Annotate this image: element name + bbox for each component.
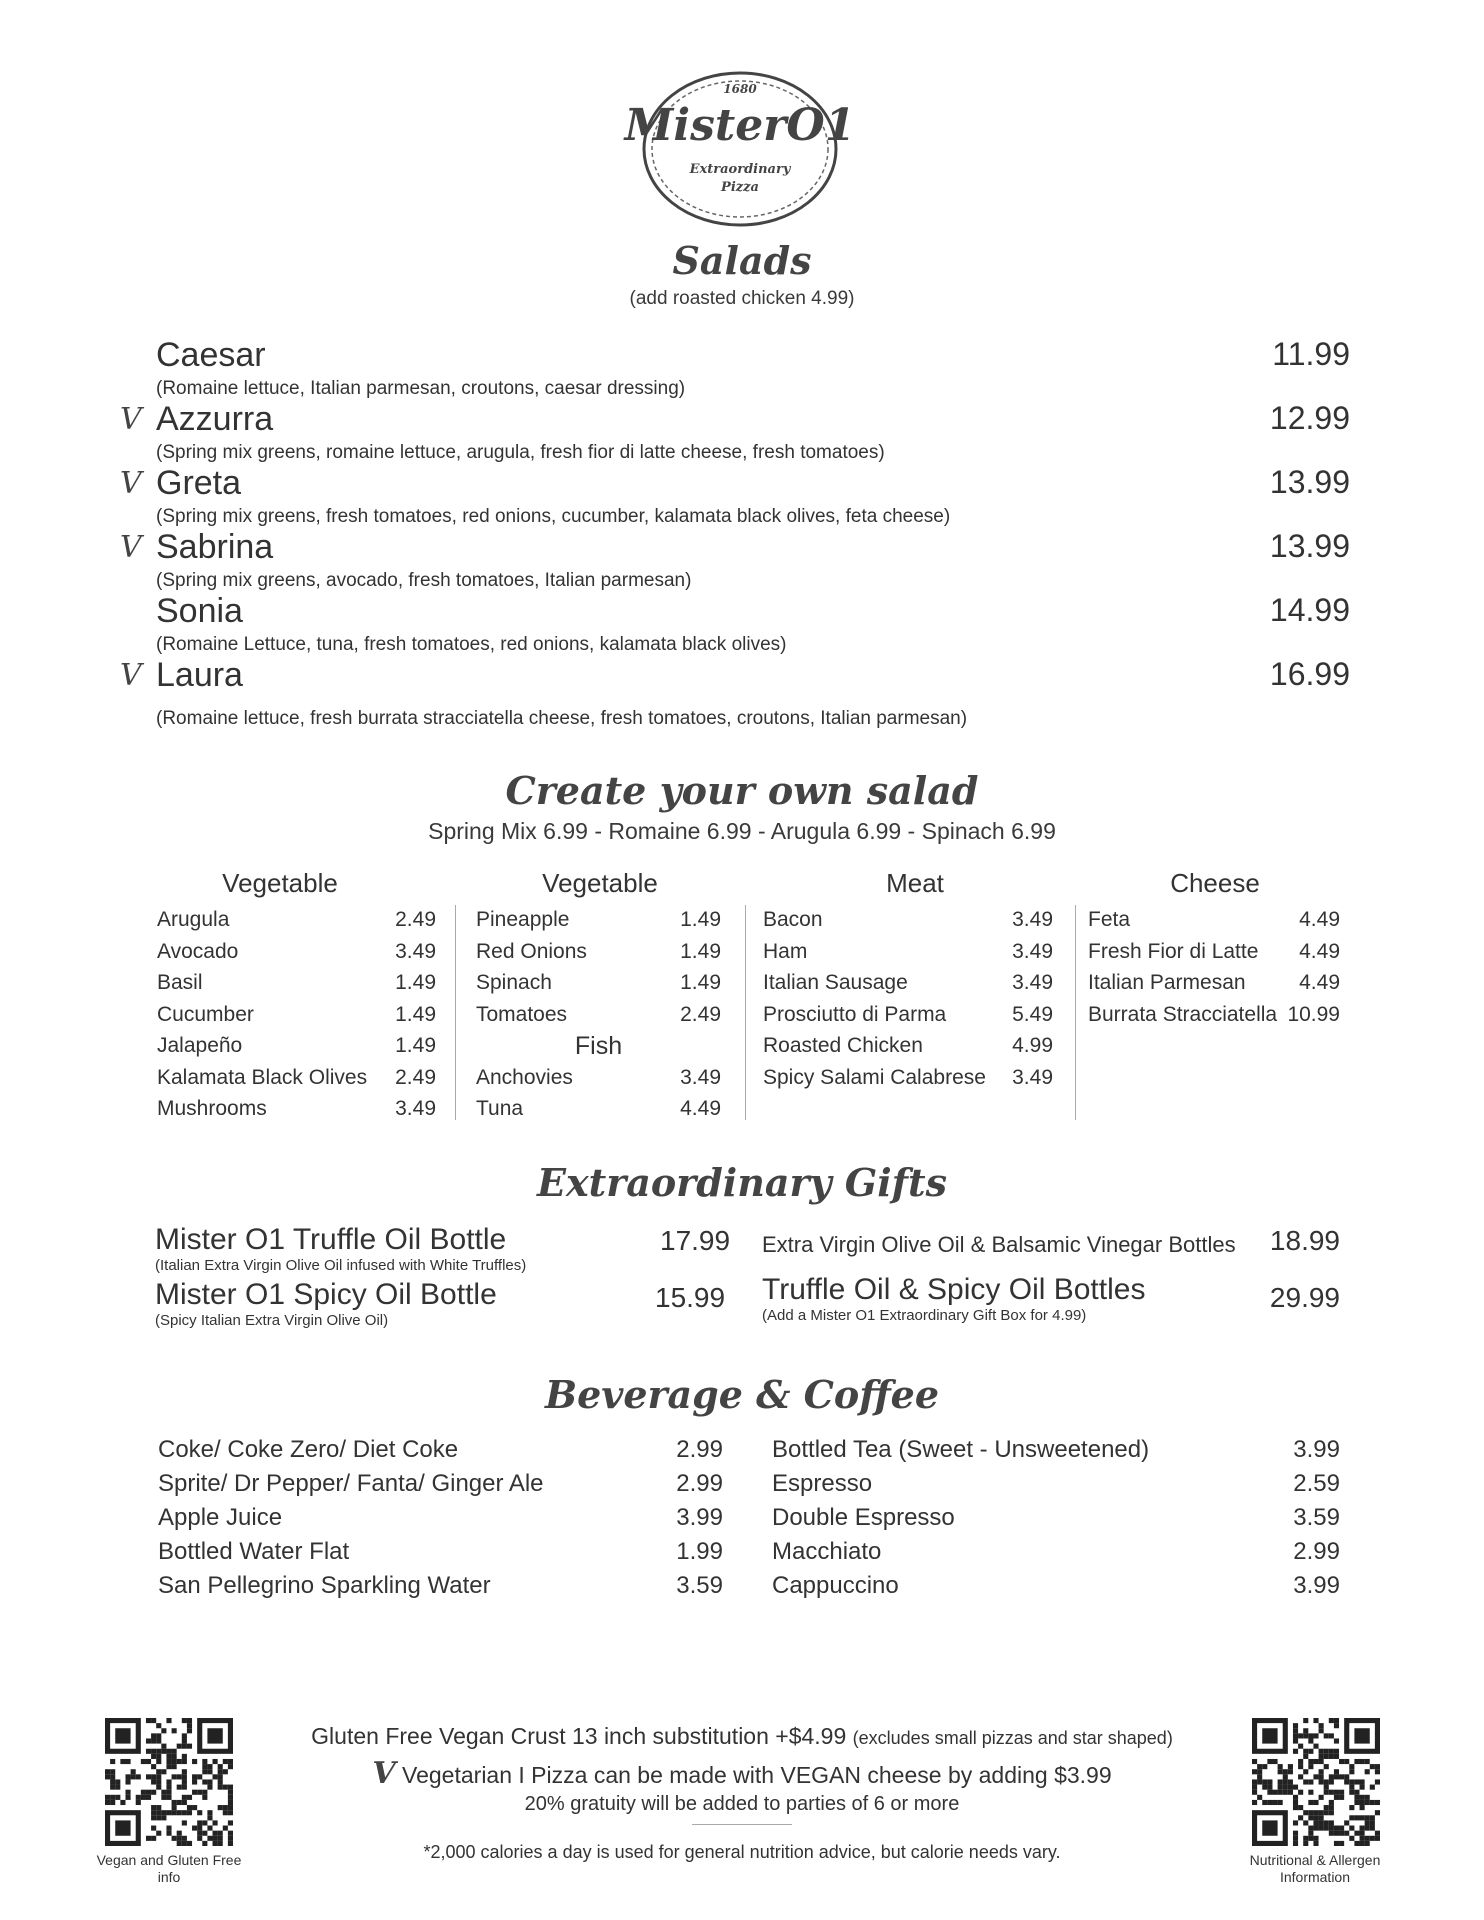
- topping-row: [763, 1066, 1053, 1090]
- cyo-col2-heading: Vegetable: [542, 868, 658, 898]
- topping-row: [157, 908, 436, 932]
- gift-price: 18.99: [1269, 1225, 1340, 1256]
- topping-price: 4.49: [1299, 939, 1340, 963]
- topping-name: Tomatoes: [476, 1002, 568, 1026]
- topping-price: 2.49: [395, 908, 436, 931]
- topping-row: [157, 1003, 436, 1027]
- topping-row: [763, 971, 1053, 995]
- vegetarian-icon: V: [120, 530, 142, 565]
- cyo-bases: Spring Mix 6.99 - Romaine 6.99 - Arugula 6.99 - Spinach 6.99: [428, 818, 1056, 844]
- topping-price: 3.49: [1012, 939, 1053, 963]
- topping-name: Burrata Stracciatella: [1088, 1002, 1278, 1026]
- topping-name: Basil: [157, 971, 203, 994]
- topping-name: Anchovies: [476, 1065, 573, 1089]
- salad-description: (Spring mix greens, fresh tomatoes, red onions, cucumber, kalamata black olives, feta cheese): [156, 506, 951, 527]
- beverage-price: 3.99: [676, 1504, 723, 1531]
- beverage-row: [772, 1538, 1340, 1566]
- topping-name: Avocado: [157, 939, 239, 963]
- topping-name: Italian Sausage: [763, 971, 908, 994]
- salad-price: 12.99: [1269, 400, 1350, 436]
- topping-price: 4.49: [680, 1097, 721, 1120]
- gift-name: Mister O1 Truffle Oil Bottle: [155, 1223, 507, 1256]
- topping-name: Fresh Fior di Latte: [1088, 939, 1259, 963]
- gift-name: Extra Virgin Olive Oil & Balsamic Vinegar Bottles: [762, 1232, 1236, 1257]
- topping-name: Mushrooms: [157, 1097, 267, 1120]
- topping-name: Roasted Chicken: [763, 1034, 923, 1057]
- salad-name: Azzurra: [156, 400, 274, 438]
- gift-price: 17.99: [660, 1225, 731, 1256]
- beverage-name: San Pellegrino Sparkling Water: [158, 1572, 491, 1599]
- qr-left-label: Vegan and Gluten Free info: [96, 1852, 242, 1885]
- vegetarian-icon: V: [372, 1756, 396, 1791]
- beverage-name: Sprite/ Dr Pepper/ Fanta/ Ginger Ale: [158, 1470, 544, 1497]
- beverage-price: 2.99: [676, 1436, 723, 1463]
- beverage-price: 2.99: [1293, 1538, 1340, 1565]
- gift-description: (Add a Mister O1 Extraordinary Gift Box for 4.99): [762, 1307, 1087, 1324]
- gift-item: [155, 1278, 497, 1329]
- beverage-row: [158, 1572, 723, 1600]
- topping-name: Spinach: [476, 971, 552, 994]
- beverage-price: 3.59: [1293, 1504, 1340, 1531]
- topping-price: 3.49: [680, 1065, 721, 1089]
- gift-item: [762, 1273, 1145, 1324]
- vegetarian-icon: V: [120, 658, 142, 693]
- topping-price: 2.49: [395, 1065, 436, 1089]
- gift-price: 15.99: [655, 1282, 726, 1313]
- logo-name: MisterO1: [624, 100, 856, 151]
- cyo-col1-heading: Vegetable: [222, 868, 338, 898]
- topping-price: 1.49: [395, 1002, 436, 1026]
- topping-price: 3.49: [1012, 971, 1053, 994]
- salad-description: (Romaine Lettuce, tuna, fresh tomatoes, red onions, kalamata black olives): [156, 634, 787, 655]
- topping-row: [476, 1097, 721, 1121]
- qr-right-label: Nutritional & Allergen Information: [1249, 1852, 1381, 1885]
- salad-price: 16.99: [1269, 656, 1350, 692]
- topping-price: 2.49: [680, 1002, 721, 1026]
- gift-name: Mister O1 Spicy Oil Bottle: [155, 1278, 497, 1311]
- beverage-row: [772, 1572, 1340, 1600]
- salad-name: Sabrina: [156, 528, 274, 566]
- logo-tagline-2: Pizza: [721, 180, 759, 195]
- topping-row: [763, 1003, 1053, 1027]
- beverage-row: [158, 1436, 723, 1464]
- gift-description: (Spicy Italian Extra Virgin Olive Oil): [155, 1312, 389, 1329]
- topping-row: [476, 940, 721, 964]
- cyo-col4-heading: Cheese: [1170, 868, 1260, 898]
- qr-code-icon[interactable]: [1252, 1718, 1380, 1846]
- salad-price: 13.99: [1269, 464, 1350, 500]
- qr-code-icon[interactable]: [105, 1718, 233, 1846]
- salad-description: (Spring mix greens, romaine lettuce, arugula, fresh fior di latte cheese, fresh tomatoes): [156, 442, 885, 463]
- topping-row: [1088, 908, 1340, 932]
- cyo-col3-heading: Meat: [886, 868, 944, 898]
- logo-text: [624, 70, 856, 228]
- salads-title: Salads: [672, 238, 812, 283]
- topping-name: Prosciutto di Parma: [763, 1002, 947, 1026]
- column-divider: [1075, 905, 1076, 1120]
- topping-row: [476, 1066, 721, 1090]
- beverage-name: Double Espresso: [772, 1504, 955, 1531]
- column-divider: [745, 905, 746, 1120]
- logo-year: 1680: [723, 82, 757, 96]
- gift-item: [762, 1232, 1236, 1258]
- beverage-name: Espresso: [772, 1470, 873, 1497]
- topping-row: [157, 940, 436, 964]
- topping-name: Kalamata Black Olives: [157, 1065, 368, 1089]
- beverage-name: Bottled Water Flat: [158, 1538, 350, 1565]
- topping-price: 4.99: [1012, 1034, 1053, 1057]
- gift-price: 29.99: [1269, 1282, 1340, 1313]
- beverage-row: [158, 1504, 723, 1532]
- gift-item: [155, 1223, 526, 1274]
- beverage-row: [772, 1470, 1340, 1498]
- gluten-free-note: (excludes small pizzas and star shaped): [852, 1728, 1173, 1748]
- topping-name: Spicy Salami Calabrese: [763, 1065, 986, 1089]
- topping-row: [1088, 1003, 1340, 1027]
- salad-item: [120, 656, 1350, 736]
- salads-note: (add roasted chicken 4.99): [629, 288, 855, 309]
- beverage-price: 3.99: [1293, 1572, 1340, 1599]
- salad-item: [120, 336, 1350, 400]
- salad-item: [120, 464, 1350, 528]
- footer-gratuity: 20% gratuity will be added to parties of 6 or more: [524, 1793, 960, 1815]
- gifts-title: Extraordinary Gifts: [537, 1160, 947, 1205]
- topping-name: Red Onions: [476, 939, 587, 963]
- topping-row: [763, 940, 1053, 964]
- topping-name: Feta: [1088, 908, 1131, 931]
- beverage-row: [772, 1436, 1340, 1464]
- topping-price: 5.49: [1012, 1002, 1053, 1026]
- topping-price: 3.49: [395, 1097, 436, 1120]
- beverage-name: Apple Juice: [158, 1504, 283, 1531]
- beverage-price: 2.99: [676, 1470, 723, 1497]
- vegetarian-icon: V: [120, 402, 142, 437]
- topping-price: 1.49: [395, 1034, 436, 1057]
- salad-item: [120, 400, 1350, 464]
- topping-price: 1.49: [680, 908, 721, 931]
- beverage-name: Bottled Tea (Sweet - Unsweetened): [772, 1436, 1150, 1463]
- vegetarian-icon: V: [120, 466, 142, 501]
- topping-row: [1088, 940, 1340, 964]
- topping-price: 3.49: [1012, 908, 1053, 931]
- topping-row: [157, 971, 436, 995]
- cyo-title: Create your own salad: [505, 768, 979, 813]
- beverage-name: Cappuccino: [772, 1572, 899, 1599]
- salad-description: (Romaine lettuce, Italian parmesan, croutons, caesar dressing): [156, 378, 686, 399]
- topping-row: [157, 1066, 436, 1090]
- topping-name: Jalapeño: [157, 1034, 243, 1057]
- beverage-price: 3.99: [1293, 1436, 1340, 1463]
- topping-name: Bacon: [763, 908, 823, 931]
- topping-row: [476, 1003, 721, 1027]
- topping-price: 1.49: [395, 971, 436, 994]
- topping-row: [763, 1034, 1053, 1058]
- beverage-name: Coke/ Coke Zero/ Diet Coke: [158, 1436, 459, 1463]
- beverage-price: 1.99: [676, 1538, 723, 1565]
- topping-name: Arugula: [157, 908, 230, 931]
- beverages-title: Beverage & Coffee: [544, 1372, 940, 1417]
- topping-name: Pineapple: [476, 908, 570, 931]
- beverage-row: [772, 1504, 1340, 1532]
- topping-row: [157, 1097, 436, 1121]
- divider: [692, 1824, 792, 1825]
- logo-tagline-1: Extraordinary: [689, 162, 791, 177]
- topping-row: [476, 971, 721, 995]
- topping-row: [476, 908, 721, 932]
- beverage-price: 2.59: [1293, 1470, 1340, 1497]
- topping-price: 4.49: [1299, 908, 1340, 931]
- gift-name: Truffle Oil & Spicy Oil Bottles: [762, 1273, 1146, 1306]
- topping-price: 3.49: [395, 939, 436, 963]
- salad-item: [120, 592, 1350, 656]
- gluten-free-text: Gluten Free Vegan Crust 13 inch substitution +$4.99: [311, 1723, 847, 1749]
- topping-name: Tuna: [476, 1097, 524, 1120]
- topping-price: 1.49: [680, 971, 721, 994]
- salad-name: Laura: [156, 656, 243, 694]
- salad-description: (Romaine lettuce, fresh burrata stracciatella cheese, fresh tomatoes, croutons, Italian parmesan): [156, 708, 968, 729]
- beverage-price: 3.59: [676, 1572, 723, 1599]
- salad-description: (Spring mix greens, avocado, fresh tomatoes, Italian parmesan): [156, 570, 692, 591]
- salad-price: 11.99: [1272, 336, 1350, 372]
- gift-description: (Italian Extra Virgin Olive Oil infused with White Truffles): [155, 1257, 527, 1274]
- salad-name: Caesar: [156, 336, 266, 374]
- topping-name: Ham: [763, 939, 808, 963]
- salad-item: [120, 528, 1350, 592]
- topping-price: 3.49: [1012, 1065, 1053, 1089]
- salad-name: Greta: [156, 464, 242, 502]
- topping-price: 10.99: [1287, 1002, 1340, 1026]
- beverage-name: Macchiato: [772, 1538, 882, 1565]
- salad-name: Sonia: [156, 592, 243, 630]
- topping-row: [157, 1034, 436, 1058]
- topping-price: 1.49: [680, 939, 721, 963]
- topping-name: Cucumber: [157, 1002, 254, 1026]
- cyo-fish-heading: Fish: [574, 1032, 623, 1060]
- topping-name: Italian Parmesan: [1088, 971, 1246, 994]
- salad-price: 13.99: [1269, 528, 1350, 564]
- salad-price: 14.99: [1269, 592, 1350, 628]
- topping-row: [1088, 971, 1340, 995]
- footer-calories: *2,000 calories a day is used for general nutrition advice, but calorie needs vary.: [423, 1842, 1061, 1862]
- beverage-row: [158, 1470, 723, 1498]
- beverage-row: [158, 1538, 723, 1566]
- column-divider: [455, 905, 456, 1120]
- vegetarian-text: Vegetarian I Pizza can be made with VEGAN cheese by adding $3.99: [402, 1762, 1112, 1788]
- topping-row: [763, 908, 1053, 932]
- topping-price: 4.49: [1299, 971, 1340, 994]
